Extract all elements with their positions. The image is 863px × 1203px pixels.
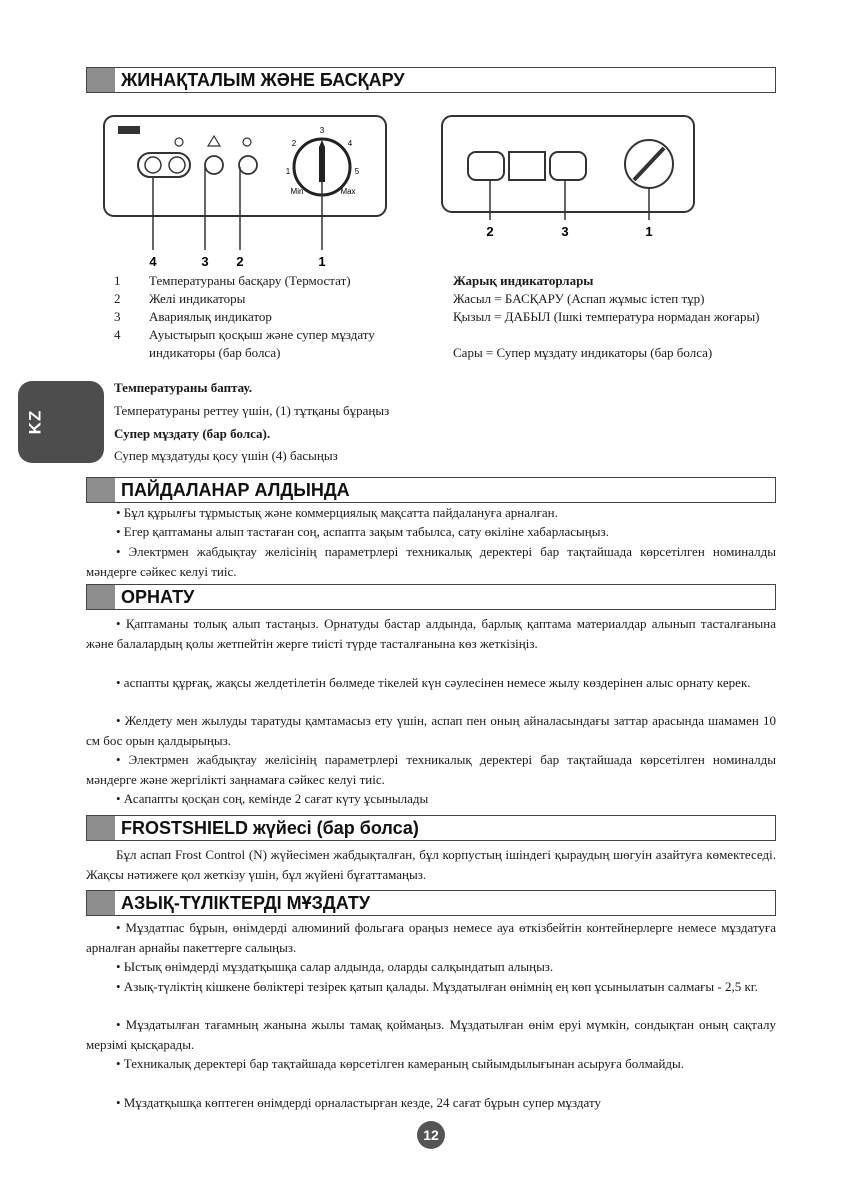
control-panel-diagram-left [100, 112, 395, 272]
section-title: ПАЙДАЛАНАР АЛДЫНДА [121, 480, 350, 500]
section-title: АЗЫҚ-ТҮЛІКТЕРДІ МҰЗДАТУ [121, 893, 371, 913]
install-item: • Асапапты қосқан соң, кемінде 2 сағат күту ұсынылады [116, 791, 429, 806]
dial-min-label: Min [290, 187, 304, 196]
dial-mark-4: 4 [347, 139, 353, 148]
legend-text: Авариялық индикатор [149, 309, 272, 324]
super-freeze-text: Супер мұздатуды қосу үшін (4) басыңыз [114, 448, 338, 463]
legend-text: Температураны басқару (Термостат) [149, 273, 351, 288]
before-use-item: • Егер қаптаманы алып тастаған соң, аспапта зақым табылса, сату өкіліне хабарласыңыз. [116, 524, 609, 539]
language-tab [18, 381, 104, 463]
lights-green: Жасыл = БАСҚАРУ (Аспап жұмыс істеп тұр) [453, 291, 705, 306]
legend-text: Желі индикаторы [149, 291, 246, 306]
section-header-before-use [86, 477, 776, 503]
freezing-item: • Азық-түліктің кішкене бөліктері тезірек қатып қалады. Мұздатылған өнімнің ең көп ұсынылатын салмағы - 2,5 кг. [116, 979, 758, 994]
section-title: FROSTSHIELD жүйесі (бар болса) [121, 818, 419, 838]
callout-1: 1 [318, 254, 326, 269]
section-header-assembly [86, 67, 776, 93]
switch-button[interactable] [138, 153, 190, 177]
header-marker [87, 816, 115, 840]
power-indicator [239, 156, 257, 174]
header-marker [87, 891, 115, 915]
left-button[interactable] [468, 152, 504, 180]
legend-num: 1 [114, 273, 121, 288]
callout-4: 4 [149, 254, 157, 269]
legend-text: Ауыстырып қосқыш және супер мұздату индикаторы (бар болса) [149, 327, 375, 360]
callout-2: 2 [486, 224, 494, 239]
super-freeze-title: Супер мұздату (бар болса). [114, 426, 271, 441]
freezing-item: • Мұздатқышқа көптеген өнімдерді орналастырған кезде, 24 сағат бұрын супер мұздату [116, 1095, 601, 1110]
frostshield-text: Бұл аспап Frost Control (N) жүйесімен жабдықталған, бұл корпустың ішіндегі қыраудың шөгуін азайтуға көмектеседі. Жақсы нәтижеге қол жеткізу үшін, бұл жүйені бұғаттамаңыз. [86, 847, 776, 882]
dial-mark-3: 3 [319, 126, 325, 135]
language-label: KZ [24, 409, 44, 435]
legend-num: 2 [114, 291, 121, 306]
before-use-item: • Бұл құрылғы тұрмыстық және коммерциялық мақсатта пайдалануға арналған. [116, 505, 558, 520]
lights-yellow: Сары = Супер мұздату индикаторы (бар болса) [453, 345, 713, 360]
freezing-item: • Техникалық деректері бар тақтайшада көрсетілген камераның сыйымдылығынан асыруға болмайды. [116, 1056, 685, 1071]
right-button[interactable] [550, 152, 586, 180]
lights-title: Жарық индикаторлары [453, 273, 594, 288]
section-header-freezing [86, 890, 776, 916]
callout-2: 2 [236, 254, 244, 269]
freezing-item: • Мұздатпас бұрын, өнімдерді алюминий фольгаға ораңыз немесе ауа өткізбейтін контейнерлерге немесе мұздатуға арналған арнайы пакеттерге салыңыз. [86, 920, 776, 955]
callout-3: 3 [201, 254, 209, 269]
page-number: 12 [417, 1121, 445, 1149]
alarm-indicator [205, 156, 223, 174]
section-title: ЖИНАҚТАЛЫМ ЖӘНЕ БАСҚАРУ [121, 70, 405, 90]
before-use-item: • Электрмен жабдықтау желісінің параметрлері техникалық деректері бар тақтайшада көрсетілген номиналды мәндерге сәйкес келуі тиіс. [86, 544, 776, 579]
install-item: • Қаптаманы толық алып тастаңыз. Орнатуды бастар алдында, барлық қаптама материалдар алынып тасталғанына және балалардың қолы жетпейтін жерге тиісті түрде тасталғанына көз жеткізіңіз. [86, 616, 776, 651]
header-marker [87, 478, 115, 502]
install-item: • Электрмен жабдықтау желісінің параметрлері техникалық деректері бар тақтайшада көрсетілген номиналды мәндерге және жергілікті заңнамаға сәйкес келуі тиіс. [86, 752, 776, 787]
section-header-install [86, 584, 776, 610]
temp-setting-text: Температураны реттеу үшін, (1) тұтқаны бұраңыз [114, 403, 390, 418]
callout-3: 3 [561, 224, 569, 239]
temp-setting-title: Температураны баптау. [114, 380, 252, 395]
freezing-item: • Ыстық өнімдерді мұздатқышқа салар алдында, оларды салқындатып алыңыз. [116, 959, 554, 974]
install-item: • Желдету мен жылуды таратуды қамтамасыз ету үшін, аспап пен оның айналасындағы заттар арасында шамамен 10 см бос орын қалдырыңыз. [86, 713, 776, 748]
header-marker [87, 68, 115, 92]
dial-mark-5: 5 [354, 167, 360, 176]
header-marker [87, 585, 115, 609]
dial-pointer [319, 140, 325, 182]
install-item: • аспапты құрғақ, жақсы желдетілетін бөлмеде тікелей күн сәулесінен немесе жылу көздерінен алыс орнату керек. [116, 675, 751, 690]
section-header-frostshield [86, 815, 776, 841]
super-freeze-symbol [118, 126, 140, 134]
dial-mark-1: 1 [285, 167, 291, 176]
dial-mark-2: 2 [291, 139, 297, 148]
callout-1: 1 [645, 224, 653, 239]
middle-button[interactable] [509, 152, 545, 180]
dial-max-label: Max [340, 187, 356, 196]
lights-red: Қызыл = ДАБЫЛ (Ішкі температура нормадан жоғары) [453, 309, 760, 324]
section-title: ОРНАТУ [121, 587, 195, 607]
freezing-item: • Мұздатылған тағамның жанына жылы тамақ қоймаңыз. Мұздатылған өнім еруі мүмкін, сондықтан оның сақталу мерзімі қысқарады. [86, 1017, 776, 1052]
legend-num: 3 [114, 309, 121, 324]
control-panel-diagram-right [438, 112, 700, 242]
legend-num: 4 [114, 327, 121, 342]
